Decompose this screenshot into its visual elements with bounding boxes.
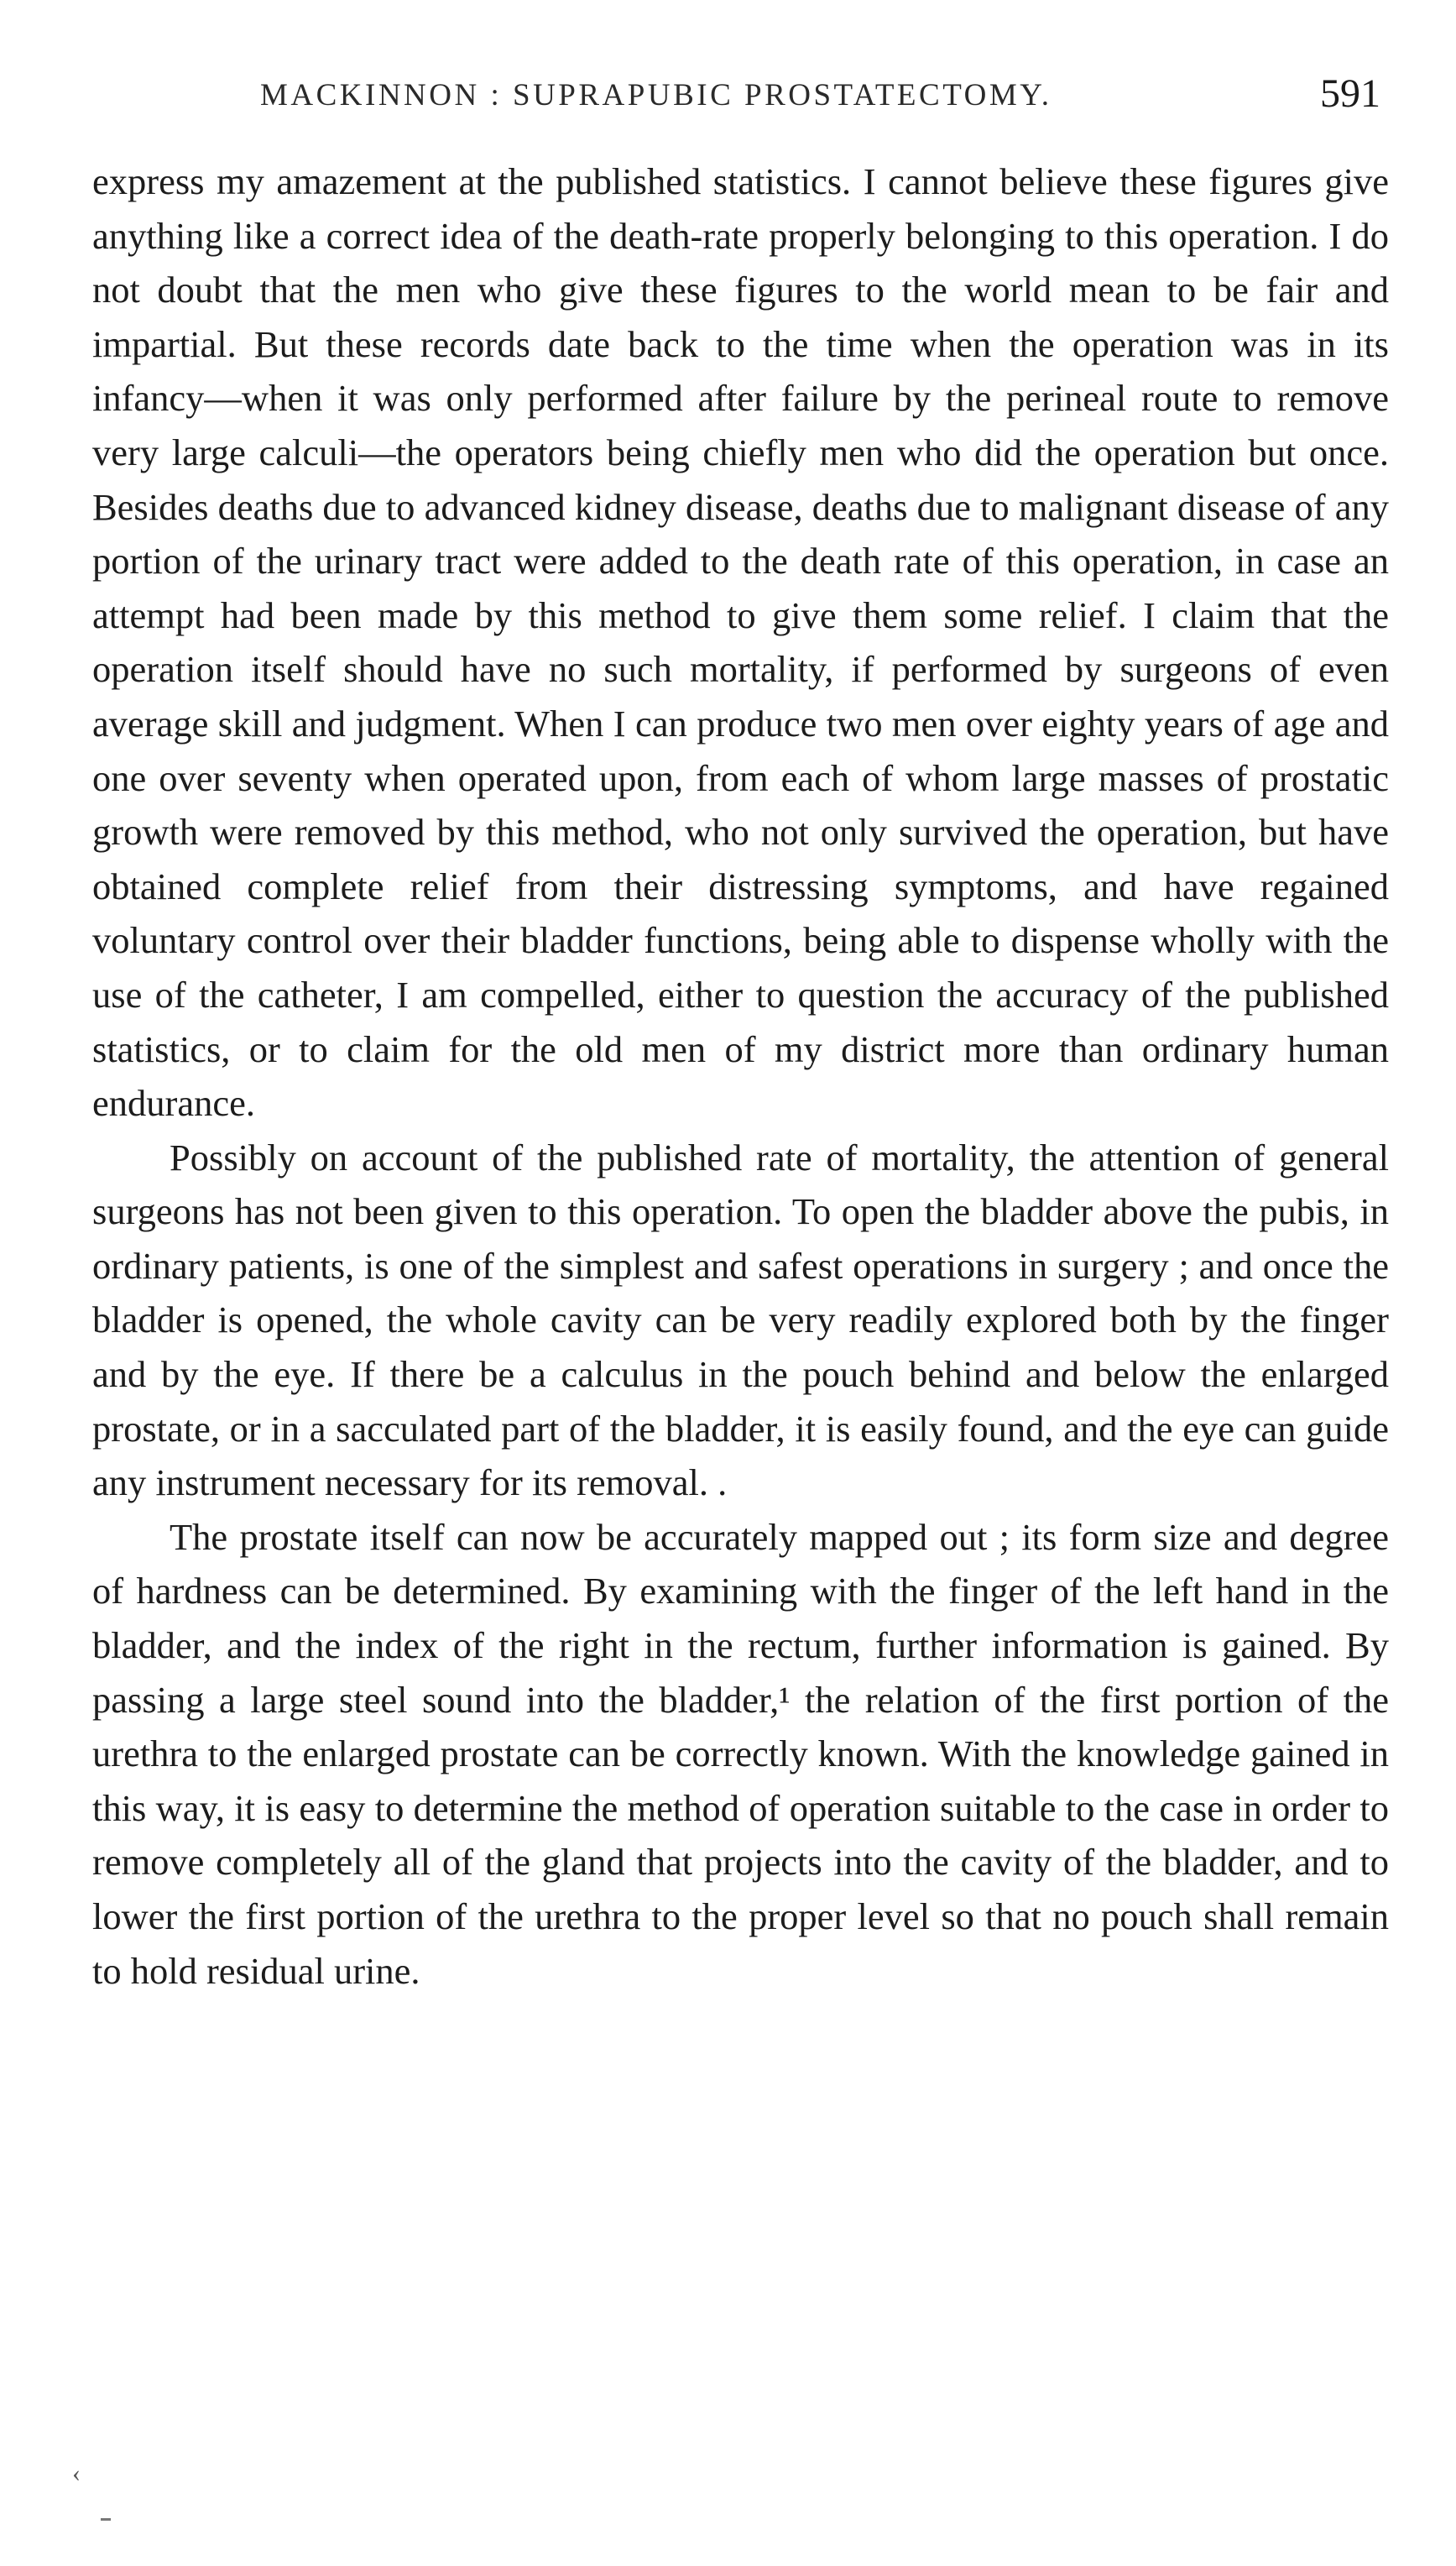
running-head xyxy=(92,59,1389,126)
paragraph-continued: express my amazement at the published statistics. I cannot believe these figures give anything like a correct idea of the death-rate properly belonging to this operation. I do not doubt that the men who give these figures to the world mean to be fair and impartial. But these records date back to the time when the operation was in its infancy—when it was only performed after failure by the perineal route to remove very large calculi—the operators being chiefly men who did the operation but once. Besides deaths due to advanced kidney disease, deaths due to malignant disease of any portion of the urinary tract were added to the death rate of this operation, in case an attempt had been made by this method to give them some relief. I claim that the operation itself should have no such mortality, if performed by surgeons of even average skill and judgment. When I can produce two men over eighty years of age and one over seventy when operated upon, from each of whom large masses of prostatic growth were removed by this method, who not only survived the operation, but have obtained complete relief from their distressing symptoms, and have regained voluntary control over their bladder functions, being able to dispense wholly with the use of the catheter, I am compelled, either to question the accuracy of the published statistics, or to claim for the old men of my district more than ordinary human endurance. xyxy=(92,160,1389,1125)
paragraph-attention-of-surgeons: Possibly on account of the published rate of mortality, the attention of general surgeons has not been given to this operation. To open the bladder above the pubis, in ordinary patients, is one of the simplest and safest operations in surgery ; and once the bladder is opened, the whole cavity can be very readily explored both by the finger and by the eye. If there be a calculus in the pouch behind and below the enlarged prostate, or in a sacculated part of the bladder, it is easily found, and the eye can guide any instrument necessary for its removal. . xyxy=(92,1136,1389,1504)
running-title: MACKINNON : SUPRAPUBIC PROSTATECTOMY. xyxy=(260,78,1052,112)
page-number: 591 xyxy=(1320,71,1380,116)
page xyxy=(72,59,1389,2510)
stray-ink-mark xyxy=(101,2518,111,2521)
body-text xyxy=(92,154,1389,1998)
margin-tick-mark: ‹ xyxy=(72,2459,81,2487)
paragraph-prostate-mapping: The prostate itself can now be accurately mapped out ; its form size and degree of hardness can be determined. By examining with the finger of the left hand in the bladder, and the index of the right in the rectum, further information is gained. By passing a large steel sound into the bladder,¹ the relation of the first portion of the urethra to the enlarged prostate can be correctly known. With the knowledge gained in this way, it is easy to determine the method of operation suitable to the case in order to remove completely all of the gland that projects into the cavity of the bladder, and to lower the first portion of the urethra to the proper level so that no pouch shall remain to hold residual urine. xyxy=(92,1515,1389,1992)
